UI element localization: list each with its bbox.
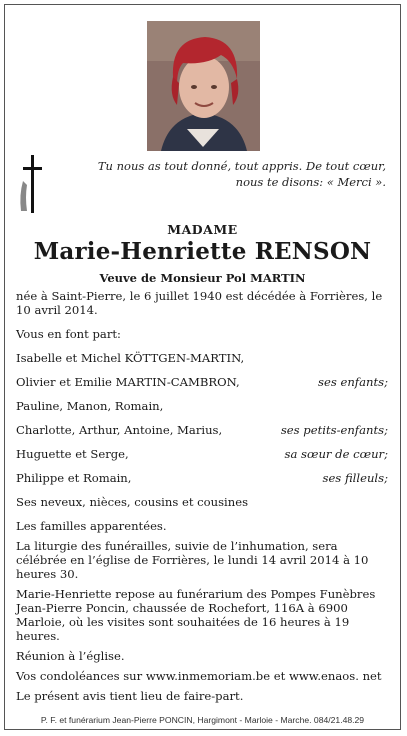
family-names: Isabelle et Michel KÖTTGEN-MARTIN, <box>16 351 245 365</box>
quote-line-1: Tu nous as tout donné, tout appris. De tout cœur, <box>97 159 386 173</box>
widow-line: Veuve de Monsieur Pol MARTIN <box>99 271 306 285</box>
liturgy-text: La liturgie des funérailles, suivie de l’inhumation, sera célébrée en l’église de Forrières, le lundi 14 avril 2014 à 10 heures 30. <box>16 539 369 581</box>
relatives-text: Ses neveux, nièces, cousins et cousines <box>16 495 249 509</box>
family-relation: ses petits-enfants; <box>280 423 388 437</box>
family-row <box>16 471 388 485</box>
family-relation: ses filleuls; <box>322 471 388 485</box>
announce-text: Vous en font part: <box>16 327 121 341</box>
deceased-name: Marie-Henriette RENSON <box>33 238 372 265</box>
family-row <box>16 351 388 365</box>
family-names: Olivier et Emilie MARTIN-CAMBRON, <box>16 375 240 389</box>
rest-text: Marie-Henriette repose au funérarium des Pompes Funèbres Jean-Pierre Poncin, chaussée de Rochefort, 116A à 6900 Marloie, où les visites sont souhaitées de 16 heures à 19 heures. <box>16 587 376 643</box>
meeting-text: Réunion à l’église. <box>16 649 125 663</box>
family-names: Philippe et Romain, <box>16 471 132 485</box>
family-relation: sa sœur de cœur; <box>284 447 388 461</box>
family-row <box>16 375 388 389</box>
quote-line-2: nous te disons: « Merci ». <box>235 175 386 189</box>
honorific: MADAME <box>167 222 238 237</box>
family-row <box>16 447 388 461</box>
families-text: Les familles apparentées. <box>16 519 167 533</box>
family-names: Charlotte, Arthur, Antoine, Marius, <box>16 423 223 437</box>
memorial-quote <box>86 158 386 190</box>
notice-text: Le présent avis tient lieu de faire-part. <box>16 689 244 703</box>
portrait-photo <box>147 21 260 151</box>
family-row <box>16 399 388 413</box>
family-names: Huguette et Serge, <box>16 447 129 461</box>
obituary-notice <box>4 4 401 730</box>
notice-body <box>16 289 388 703</box>
family-relation: ses enfants; <box>318 375 388 389</box>
cross-icon <box>17 155 43 215</box>
condolences-text: Vos condoléances sur www.inmemoriam.be et www.enaos. net <box>16 669 382 683</box>
birth-death-text: née à Saint-Pierre, le 6 juillet 1940 est décédée à Forrières, le 10 avril 2014. <box>16 289 383 317</box>
family-names: Pauline, Manon, Romain, <box>16 399 164 413</box>
family-row <box>16 423 388 437</box>
funeral-home-footer: P. F. et funérarium Jean-Pierre PONCIN, Hargimont - Marloie - Marche. 084/21.48.29 <box>40 715 365 725</box>
